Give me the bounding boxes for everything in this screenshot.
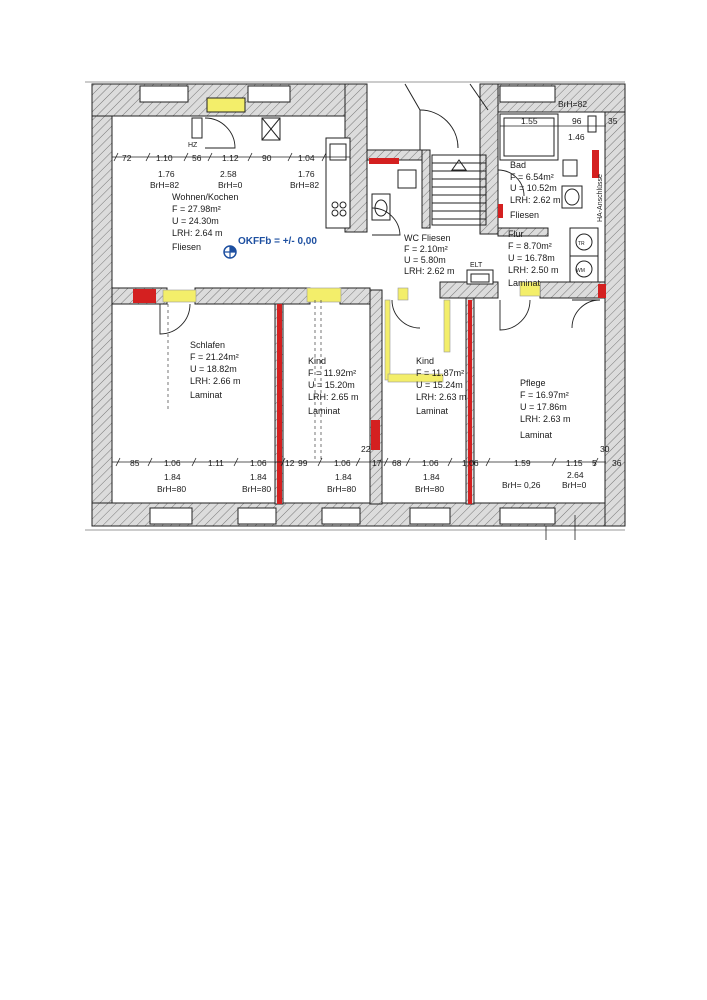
dim-label: 12	[285, 458, 295, 468]
room-height: LRH: 2.63 m	[416, 392, 467, 402]
room-perimeter: U = 15.24m	[416, 380, 463, 390]
staircase	[432, 155, 486, 225]
window-sill: BrH=80	[157, 484, 187, 494]
room-height: LRH: 2.62 m	[510, 195, 561, 205]
stairwell-outline	[405, 84, 488, 150]
room-floor: Laminat	[416, 406, 449, 416]
room-floor: Laminat	[190, 390, 223, 400]
room-pflege	[520, 378, 571, 440]
dim-label: 1.15	[566, 458, 583, 468]
elt-label: ELT	[470, 262, 483, 269]
reference-marker	[224, 246, 236, 258]
room-area: F = 2.10m²	[404, 244, 448, 254]
dim-label: 1.06	[164, 458, 181, 468]
window-width: 2.58	[220, 169, 237, 179]
dim-label: 1.11	[208, 458, 224, 468]
room-kind-1	[308, 356, 359, 416]
room-area: F = 8.70m²	[508, 241, 552, 251]
window-width: 1.76	[158, 169, 175, 179]
room-height: LRH: 2.62 m	[404, 266, 455, 276]
window-sill: BrH=0	[218, 180, 243, 190]
window-width: 1.84	[250, 472, 267, 482]
room-name: Wohnen/Kochen	[172, 192, 239, 202]
room-name: Flur	[508, 229, 524, 239]
room-name: Bad	[510, 160, 527, 170]
room-perimeter: U = 15.20m	[308, 380, 355, 390]
room-perimeter: U = 18.82m	[190, 364, 237, 374]
reference-level-label: OKFFb = +/- 0,00	[238, 236, 317, 247]
window-width: 2.64	[567, 470, 584, 480]
room-height: LRH: 2.66 m	[190, 376, 241, 386]
room-floor: Laminat	[308, 406, 341, 416]
dim-label: 36	[612, 458, 622, 468]
window-sill: BrH=80	[415, 484, 445, 494]
dim-label: 1.59	[514, 458, 531, 468]
dim-label: 1.06	[422, 458, 439, 468]
room-name: Pflege	[520, 378, 546, 388]
ha-connections-label: HA-Anschlüsse	[597, 174, 604, 222]
window-sill: BrH= 0,26	[502, 480, 541, 490]
room-flur	[508, 229, 559, 288]
room-name: Schlafen	[190, 340, 226, 350]
room-area: F = 27.98m²	[172, 204, 221, 214]
window-sill: BrH=80	[242, 484, 272, 494]
window-width: 1.84	[164, 472, 181, 482]
dim-label: 30	[600, 444, 610, 454]
dryer-label: TR	[578, 241, 585, 247]
dim-label: 72	[122, 153, 132, 163]
dim-label: 17	[372, 458, 382, 468]
dim-label: 1.06	[334, 458, 351, 468]
room-floor: Fliesen	[172, 242, 202, 252]
room-perimeter: U = 5.80m	[404, 255, 446, 265]
dim-label: 99	[298, 458, 308, 468]
window-sill: BrH=82	[150, 180, 180, 190]
dim-label: 35	[608, 116, 618, 126]
room-wohnen-kochen	[172, 192, 238, 252]
dim-label: 68	[392, 458, 402, 468]
dim-label: 5	[592, 458, 597, 468]
dim-label: 96	[572, 116, 582, 126]
room-schlafen	[190, 340, 241, 400]
dim-label: 1.46	[568, 132, 585, 142]
dim-label: 1.06	[462, 458, 479, 468]
dim-label: 90	[262, 153, 272, 163]
room-area: F = 11.92m²	[308, 368, 357, 378]
room-name: Kind	[416, 356, 435, 366]
room-perimeter: U = 16.78m	[508, 253, 555, 263]
room-perimeter: U = 17.86m	[520, 402, 567, 412]
dim-label: 1.04	[298, 153, 315, 163]
wc-fixtures	[372, 170, 416, 220]
room-kind-2	[416, 356, 467, 416]
heater-label: HZ	[188, 142, 198, 149]
room-area: F = 21.24m²	[190, 352, 239, 362]
heater	[192, 118, 202, 138]
room-area: F = 11.87m²	[416, 368, 465, 378]
window-sill: BrH=0	[562, 480, 587, 490]
dim-label: 85	[130, 458, 140, 468]
room-floor: Laminat	[520, 430, 553, 440]
room-height: LRH: 2.50 m	[508, 265, 559, 275]
washer-label: WM	[576, 268, 585, 274]
window-width: 1.76	[298, 169, 315, 179]
window-sill: BrH=80	[327, 484, 357, 494]
room-name: WC Fliesen	[404, 233, 451, 243]
top-window-yellow	[207, 98, 245, 112]
room-bad	[510, 160, 561, 220]
room-area: F = 6.54m²	[510, 172, 554, 182]
room-perimeter: U = 24.30m	[172, 216, 219, 226]
dim-label: 1.10	[156, 153, 173, 163]
room-floor: Fliesen	[510, 210, 540, 220]
room-height: LRH: 2.64 m	[172, 228, 223, 238]
room-height: LRH: 2.63 m	[520, 414, 571, 424]
dim-label: 22	[361, 444, 371, 454]
room-wc	[404, 233, 455, 276]
dim-label: 1.55	[521, 116, 538, 126]
window-width: 1.84	[335, 472, 352, 482]
window-sill: BrH=82	[290, 180, 320, 190]
window-width: 1.84	[423, 472, 440, 482]
room-floor: Laminat	[508, 278, 541, 288]
room-perimeter: U = 10.52m	[510, 183, 557, 193]
window-sill: BrH=82	[558, 99, 588, 109]
room-height: LRH: 2.65 m	[308, 392, 359, 402]
dim-label: 1.12	[222, 153, 239, 163]
dim-label: 56	[192, 153, 202, 163]
room-name: Kind	[308, 356, 327, 366]
room-area: F = 16.97m²	[520, 390, 569, 400]
dim-label: 1.06	[250, 458, 267, 468]
